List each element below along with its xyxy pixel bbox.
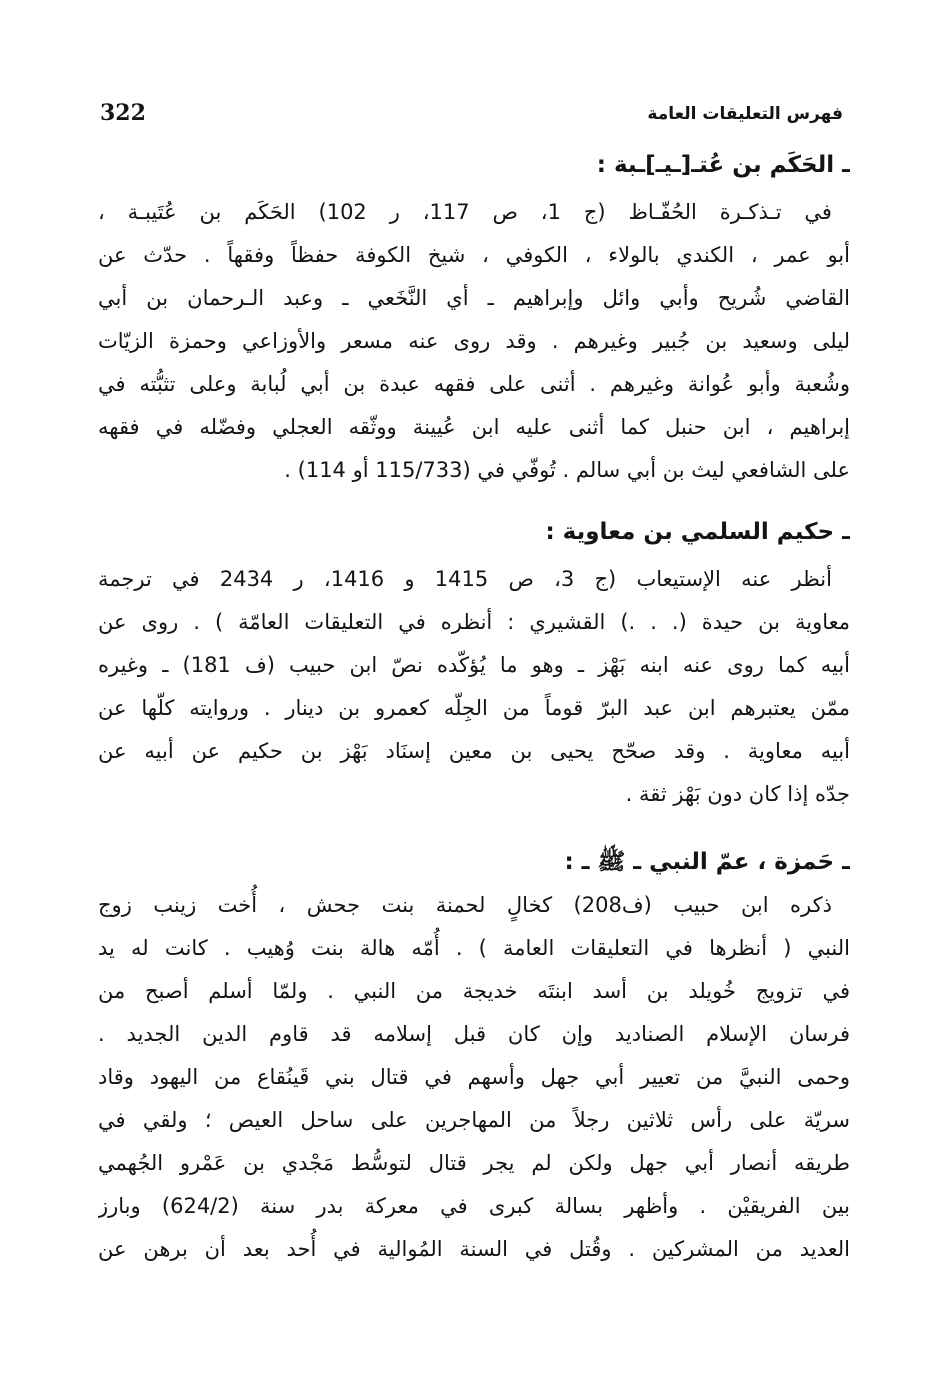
text-line: أبيه كما روى عنه ابنه بَهْز ـ وهو ما يُؤكّده نصّ ابن حبيب (ف 181) ـ وغيره	[98, 653, 850, 677]
entry-paragraph	[98, 191, 850, 492]
text-line: أبيه معاوية . وقد صحّح يحيى بن معين إسنَاد بَهْز بن حكيم عن أبيه عن	[98, 739, 850, 763]
text-line: طريقه أنصار أبي جهل ولكن لم يجر قتال لتوسُّط مَجْدي بن عَمْرو الجُهمي	[98, 1151, 850, 1175]
entry-heading: ـ حَمزة ، عمّ النبي ـ ﷺ ـ :	[564, 849, 850, 875]
entry-heading-block	[98, 840, 850, 884]
entry-paragraph	[98, 558, 850, 816]
text-line: فرسان الإسلام الصناديد وإن كان قبل إسلامه قد قاوم الدين الجديد .	[98, 1022, 850, 1046]
text-line: أبو عمر ، الكندي بالولاء ، الكوفي ، شيخ الكوفة حفظاً وفقهاً . حدّث عن	[98, 243, 850, 267]
entry-heading: ـ الحَكَم بن عُتـ[ـيـ]ـبة :	[596, 152, 850, 178]
entry-heading-block	[98, 510, 850, 554]
text-line: وشُعبة وأبو عُوانة وغيرهم . أثنى على فقهه عبدة بن أبي لُبابة وعلى تثبُّته في	[98, 372, 850, 396]
entry-paragraph	[98, 884, 850, 1271]
text-line: بين الفريقيْن . وأظهر بسالة كبرى في معركة بدر سنة (624/2) وبارز	[98, 1194, 850, 1218]
running-title: فهرس التعليقات العامة	[647, 104, 843, 124]
text-line: معاوية بن حيدة (. . .) القشيري : أنظره في التعليقات العامّة ) . روى عن	[98, 610, 850, 634]
text-line: النبي ( أنظرها في التعليقات العامة ) . أُمّه هالة بنت وُهيب . كانت له يد	[98, 936, 850, 960]
text-line: ذكره ابن حبيب (ف208) كخالٍ لحمنة بنت جحش ، أُخت زينب زوج	[98, 893, 832, 917]
text-line: أنظر عنه الإستيعاب (ج 3، ص 1415 و 1416، ر 2434 في ترجمة	[98, 567, 832, 591]
text-line: القاضي شُريح وأبي وائل وإبراهيم ـ أي النَّخَعي ـ وعبد الـرحمان بن أبي	[98, 286, 850, 310]
text-line: في تـذكـرة الحُفّـاظ (ج 1، ص 117، ر 102) الحَكَم بن عُتَيبـة ،	[98, 200, 832, 224]
text-line: ممّن يعتبرهم ابن عبد البرّ قوماً من الجِلّه كعمرو بن دينار . وروايته كلّها عن	[98, 696, 850, 720]
text-line: في تزويج خُويلد بن أسد ابنتَه خديجة من النبي . ولمّا أسلم أصبح من	[98, 979, 850, 1003]
text-line: إبراهيم ، ابن حنبل كما أثنى عليه ابن عُيينة ووثّقه العجلي وفضّله في فقهه	[98, 415, 850, 439]
text-line: العديد من المشركين . وقُتل في السنة المُوالية في أُحد بعد أن برهن عن	[98, 1237, 850, 1261]
text-line: وحمى النبيَّ من تعيير أبي جهل وأسهم في قتال بني قَينُقاع من اليهود وقاد	[98, 1065, 850, 1089]
page-number: 322	[100, 100, 146, 126]
entry-heading: ـ حكيم السلمي بن معاوية :	[545, 519, 850, 545]
text-line: جدّه إذا كان دون بَهْز ثقة .	[625, 782, 850, 806]
text-line: سريّة على رأس ثلاثين رجلاً من المهاجرين على ساحل العيص ؛ ولقي في	[98, 1108, 850, 1132]
entry-heading-block	[98, 143, 850, 187]
text-line: على الشافعي ليث بن أبي سالم . تُوفّي في (115/733 أو 114) .	[284, 458, 850, 482]
text-line: ليلى وسعيد بن جُبير وغيرهم . وقد روى عنه مسعر والأوزاعي وحمزة الزيّات	[98, 329, 850, 353]
